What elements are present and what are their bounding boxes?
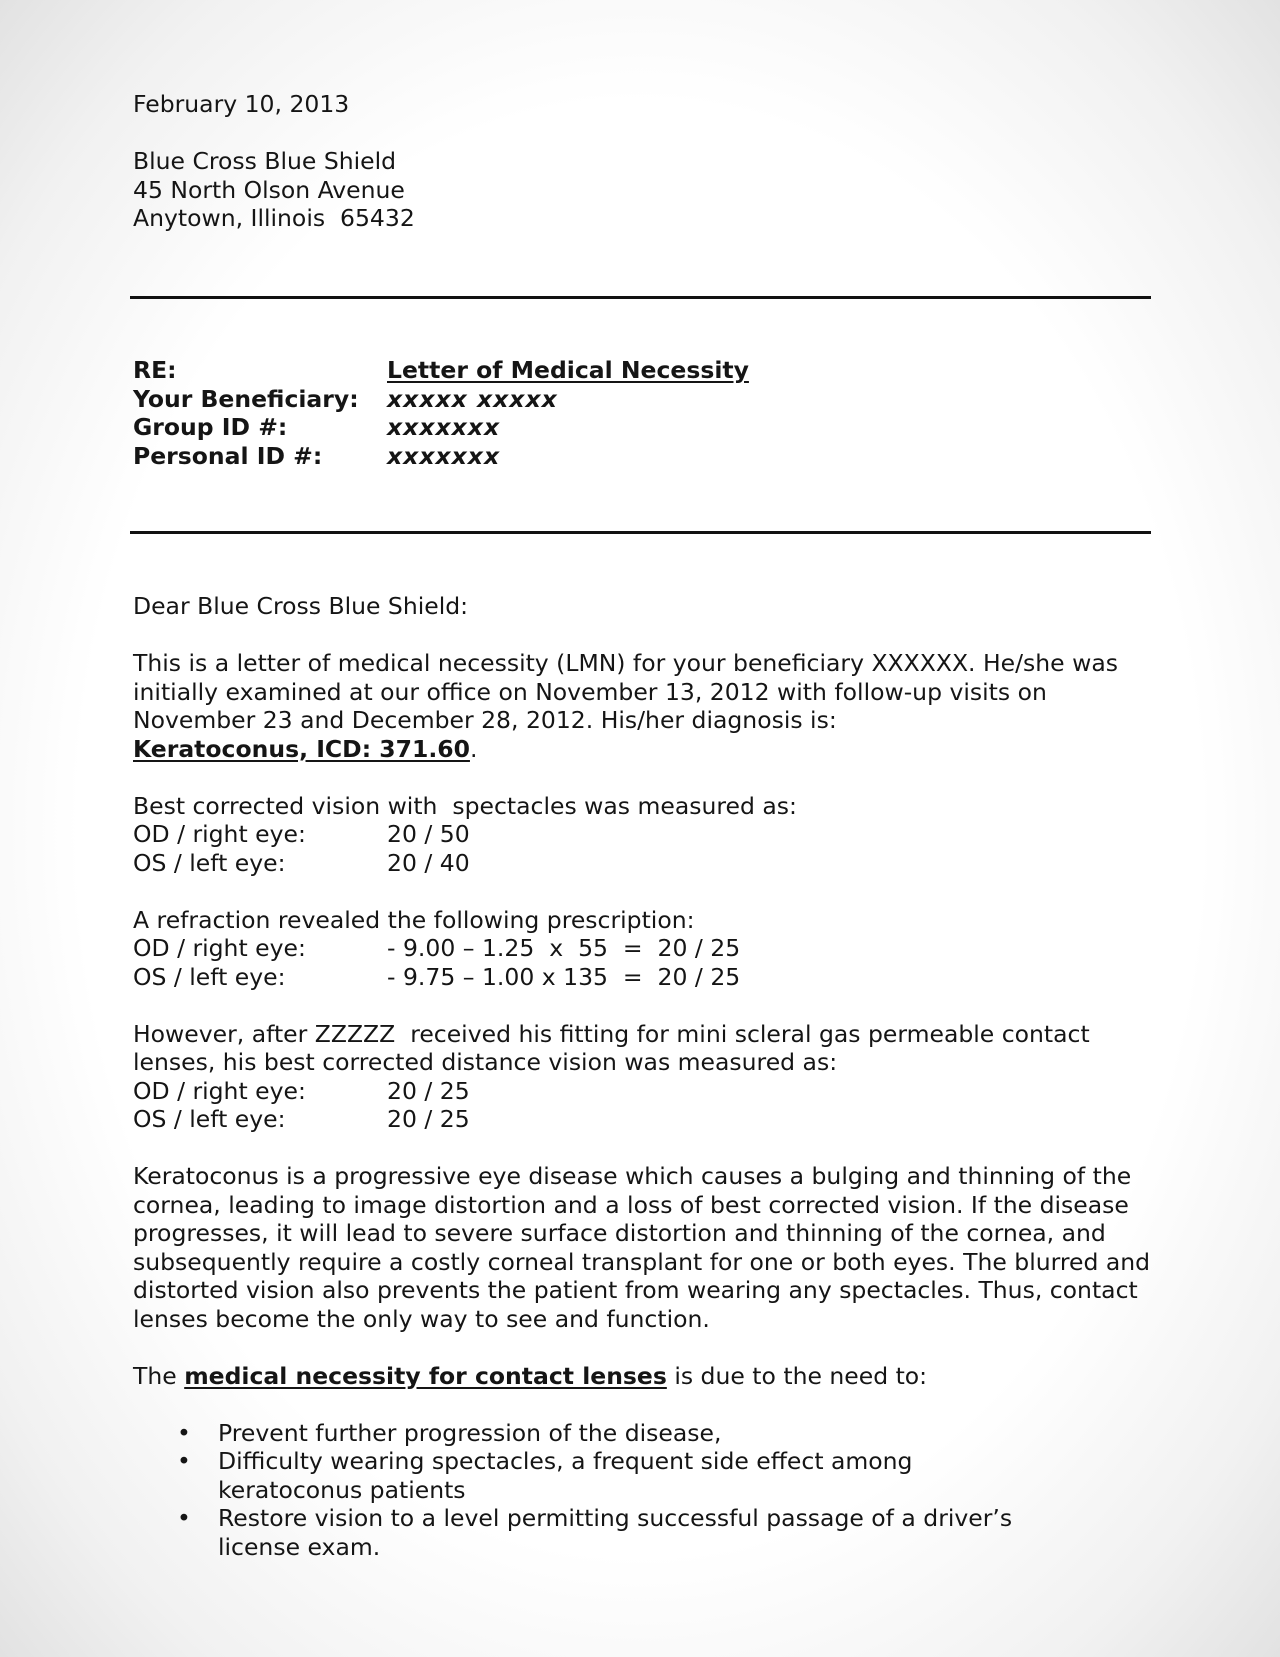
contact-os-row — [133, 1105, 1158, 1134]
necessity-statement — [133, 1362, 1158, 1391]
salutation: Dear Blue Cross Blue Shield: — [133, 592, 469, 620]
od-value: 20 / 50 — [387, 820, 470, 848]
letter-date: February 10, 2013 — [133, 90, 350, 118]
reason-text: Prevent further progression of the disease, — [218, 1418, 722, 1447]
necessity-emphasis: medical necessity for contact lenses — [184, 1361, 667, 1390]
od-label: OD / right eye: — [133, 934, 306, 962]
os-label: OS / left eye: — [133, 1105, 286, 1133]
intro-paragraph — [133, 649, 1158, 763]
beneficiary-label: Your Beneficiary: — [133, 384, 359, 413]
re-row-beneficiary — [133, 385, 749, 414]
list-item — [133, 1419, 1038, 1448]
reasons-list — [133, 1419, 1158, 1562]
list-item — [133, 1504, 1038, 1561]
diagnosis-period: . — [469, 734, 478, 763]
personal-id-label: Personal ID #: — [133, 441, 323, 470]
recipient-city: Anytown, Illinois 65432 — [133, 204, 415, 232]
contact-vision-section — [133, 1020, 1158, 1134]
bullet-icon: • — [177, 1418, 191, 1447]
letter-header — [133, 90, 1153, 233]
contact-heading: However, after ZZZZZ received his fitting for mini scleral gas permeable contact lenses, his best corrected distance vision was measured as: — [133, 1019, 1098, 1076]
os-value: 20 / 25 — [387, 1105, 470, 1133]
od-value: 20 / 25 — [387, 1076, 470, 1105]
top-divider — [130, 296, 1151, 299]
os-label: OS / left eye: — [133, 962, 286, 991]
group-id-label: Group ID #: — [133, 413, 288, 441]
re-row-group-id — [133, 413, 749, 442]
spectacles-os-row — [133, 849, 1158, 878]
refraction-section — [133, 906, 1158, 992]
refraction-os-row — [133, 963, 1158, 992]
contact-od-row — [133, 1077, 1158, 1106]
reason-text: Restore vision to a level permitting successful passage of a driver’s license exam. — [218, 1504, 1013, 1561]
os-value: 20 / 40 — [387, 848, 470, 877]
re-subject: Letter of Medical Necessity — [387, 356, 749, 384]
bullet-icon: • — [177, 1447, 191, 1475]
list-item — [133, 1447, 1038, 1504]
diagnosis: Keratoconus, ICD: 371.60 — [133, 734, 470, 763]
re-row-personal-id — [133, 442, 749, 471]
letter-body — [133, 592, 1158, 1561]
necessity-prefix: The — [133, 1361, 185, 1390]
bullet-icon: • — [177, 1504, 191, 1532]
recipient-street: 45 North Olson Avenue — [133, 175, 405, 204]
disease-paragraph: Keratoconus is a progressive eye disease which causes a bulging and thinning of the cornea, leading to image distortion and a loss of best corrected vision. If the disease progresses, it will lead to severe surface distortion and thinning of the cornea, and subsequently require a costly corneal transplant for one or both eyes. The blurred and distorted vision also prevents the patient from wearing any spectacles. Thus, contact lenses become the only way to see and function. — [133, 1162, 1151, 1333]
spectacles-od-row — [133, 820, 1158, 849]
bottom-divider — [130, 531, 1151, 534]
reason-text: Difficulty wearing spectacles, a frequent side effect among keratoconus patients — [218, 1447, 913, 1504]
refraction-od-row — [133, 934, 1158, 963]
group-id-value: xxxxxxx — [387, 413, 501, 441]
os-prescription: - 9.75 – 1.00 x 135 = 20 / 25 — [387, 962, 741, 991]
re-block — [133, 356, 749, 470]
recipient-name: Blue Cross Blue Shield — [133, 147, 397, 175]
re-label: RE: — [133, 356, 177, 384]
intro-text: This is a letter of medical necessity (LMN) for your beneficiary XXXXXX. He/she was initially examined at our office on November 13, 2012 with follow-up visits on November 23 and December 28, 2012. His/her diagnosis is: — [133, 649, 1118, 734]
os-label: OS / left eye: — [133, 848, 286, 877]
personal-id-value: xxxxxxx — [387, 441, 501, 470]
beneficiary-value: xxxxx xxxxx — [387, 384, 558, 413]
od-label: OD / right eye: — [133, 820, 306, 848]
od-label: OD / right eye: — [133, 1076, 306, 1105]
refraction-heading: A refraction revealed the following prescription: — [133, 905, 695, 934]
re-row-subject — [133, 356, 749, 385]
od-prescription: - 9.00 – 1.25 x 55 = 20 / 25 — [387, 934, 741, 962]
spectacles-heading: Best corrected vision with spectacles was measured as: — [133, 791, 797, 820]
recipient-address — [133, 147, 1153, 233]
spectacles-vision-section — [133, 792, 1158, 878]
necessity-suffix: is due to the need to: — [666, 1361, 928, 1390]
